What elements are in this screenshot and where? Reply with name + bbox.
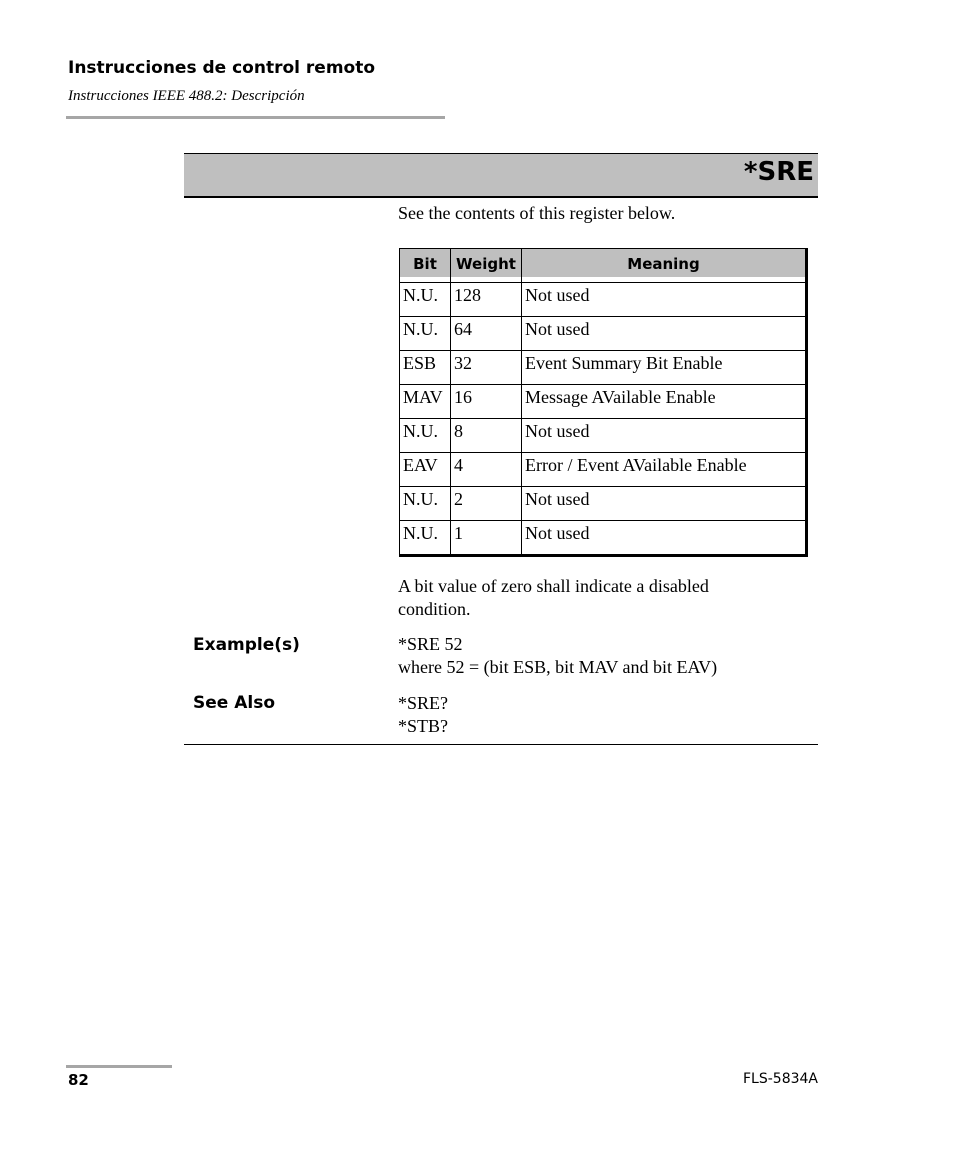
command-name: *SRE [743, 157, 814, 187]
cell-bit: EAV [400, 453, 451, 487]
table-row [400, 351, 807, 385]
note-line: A bit value of zero shall indicate a disabled [398, 576, 709, 596]
cell-weight: 64 [451, 317, 522, 351]
page-number: 82 [68, 1071, 89, 1089]
cell-meaning: Not used [522, 487, 807, 521]
cell-bit: N.U. [400, 487, 451, 521]
example-explanation: where 52 = (bit ESB, bit MAV and bit EAV) [398, 657, 718, 677]
section-end-rule [184, 744, 818, 745]
table-row [400, 283, 807, 317]
note-line: condition. [398, 599, 471, 619]
see-also-item: *STB? [398, 716, 449, 736]
footer-rule [66, 1065, 172, 1068]
cell-bit: N.U. [400, 283, 451, 317]
cell-bit: N.U. [400, 521, 451, 556]
see-also-list [398, 692, 448, 738]
register-table [399, 248, 808, 557]
command-title-bar [184, 153, 818, 198]
table-header-row [400, 249, 807, 283]
table-row [400, 419, 807, 453]
cell-meaning: Not used [522, 521, 807, 556]
cell-meaning: Not used [522, 317, 807, 351]
see-also-label: See Also [193, 693, 276, 713]
cell-weight: 2 [451, 487, 522, 521]
intro-text: See the contents of this register below. [398, 203, 676, 223]
cell-weight: 8 [451, 419, 522, 453]
cell-bit: ESB [400, 351, 451, 385]
note-text [398, 575, 709, 621]
table-row [400, 317, 807, 351]
example-command: *SRE 52 [398, 634, 463, 654]
cell-meaning: Error / Event AVailable Enable [522, 453, 807, 487]
table-row [400, 487, 807, 521]
table-row [400, 453, 807, 487]
cell-meaning: Not used [522, 419, 807, 453]
table-row [400, 521, 807, 556]
cell-bit: N.U. [400, 419, 451, 453]
column-header-meaning: Meaning [522, 249, 807, 283]
document-id: FLS-5834A [743, 1071, 818, 1087]
cell-weight: 1 [451, 521, 522, 556]
cell-weight: 4 [451, 453, 522, 487]
cell-bit: N.U. [400, 317, 451, 351]
column-header-bit: Bit [400, 249, 451, 283]
cell-meaning: Not used [522, 283, 807, 317]
header-rule [66, 116, 445, 119]
running-header-subtitle: Instrucciones IEEE 488.2: Descripción [68, 88, 305, 104]
cell-weight: 32 [451, 351, 522, 385]
cell-weight: 16 [451, 385, 522, 419]
running-header-title: Instrucciones de control remoto [68, 58, 376, 78]
example-label: Example(s) [193, 635, 300, 655]
column-header-weight: Weight [451, 249, 522, 283]
example-text [398, 633, 717, 679]
cell-weight: 128 [451, 283, 522, 317]
cell-meaning: Event Summary Bit Enable [522, 351, 807, 385]
see-also-item: *SRE? [398, 693, 449, 713]
cell-bit: MAV [400, 385, 451, 419]
cell-meaning: Message AVailable Enable [522, 385, 807, 419]
table-row [400, 385, 807, 419]
